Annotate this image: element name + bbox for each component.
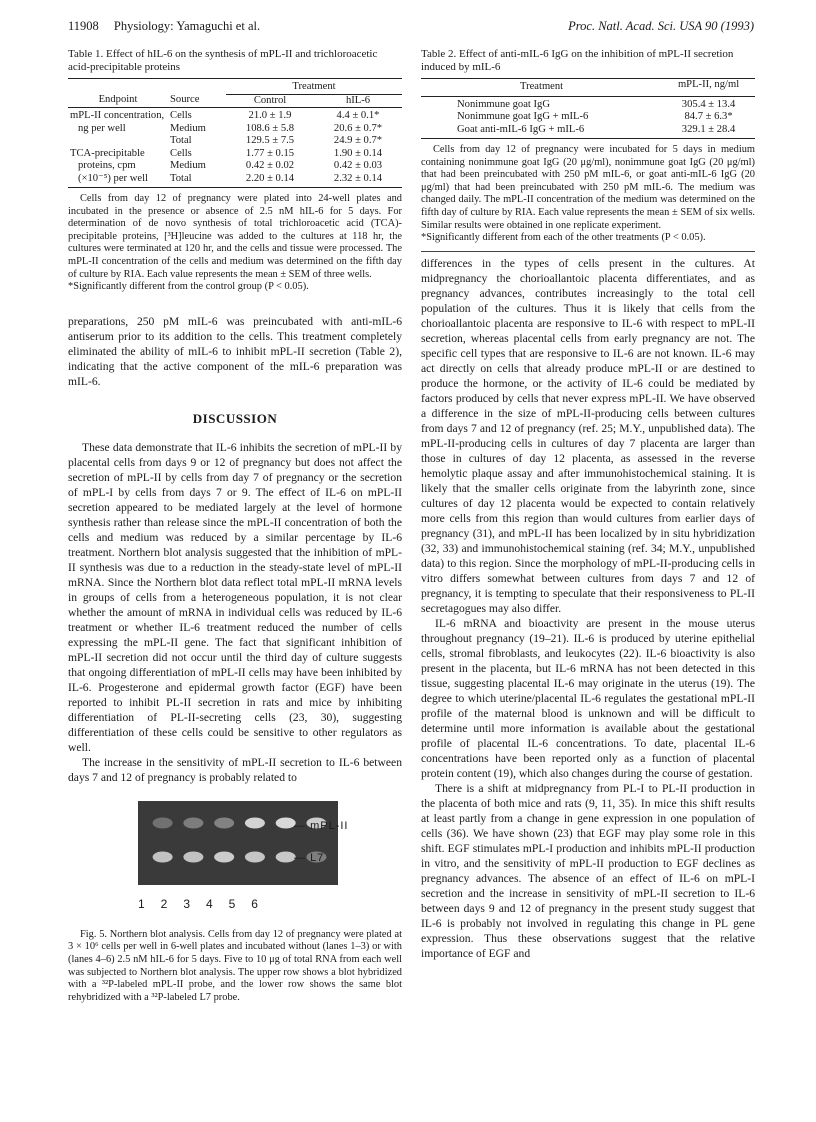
table2-col-value: mPL-II, ng/ml [677, 79, 740, 90]
blot-band-l7 [276, 851, 296, 862]
body-paragraph: These data demonstrate that IL-6 inhibits the secretion of mPL-II by placental cells from days 9 or 12 of pregnancy but does not affect the secretion of mPL-II by cells from day 7 of pregnancy or the secretion of mPL-I by cells from days 7 or 9. The effect of IL-6 on mPL-II secretion appeared to be mediated largely at the level of hormone synthesis rather than release since the mPL-II concentration of both the cells and medium was reduced by a similar percentage by IL-6 treatment. Northern blot analysis suggested that the inhibition of mPL-II synthesis was due to a reduction in the steady-state level of mPL-II mRNA. Since the Northern blot data reflect total mPL-II mRNA levels in groups of cells from a heterogeneous population, it is not clear whether the amount of mRNA in individual cells was reduced by IL-6 treatment or whether IL-6 treatment reduced the number of cells expressing the mPL-II gene. The fact that significant inhibition of mPL-II secretion did not occur until the third day of culture suggests that ongoing differentiation of mPL-II cells may have been inhibited by IL-6. Progesterone and epidermal growth factor (EGF) have been reported to inhibit PL-II secretion in rats and mice by inhibiting differentiation of PL-II-secreting cells (23, 30), suggesting differentiation of these cells could be sensitive to other regulators as well. [68, 440, 402, 754]
table-cell: 305.4 ± 13.4 [681, 98, 736, 110]
figure5-caption: Fig. 5. Northern blot analysis. Cells from day 12 of pregnancy were plated at 3 × 10⁶ cells per well in 6-well plates and incubated without (lanes 1–3) or with (lanes 4–6) 2.5 nM hIL-6 for 5 days. Five to 10 μg of total RNA from each well was subjected to Northern blot analysis. The upper row shows a blot hybridized with a ³²P-labeled mPL-II probe, and the lower row shows the same blot rehybridized with a ³²P-labeled L7 probe. [68, 928, 402, 1003]
table-row [68, 148, 402, 161]
table-row [421, 96, 755, 111]
table-cell: 20.6 ± 0.7* [333, 122, 383, 134]
table-cell: Goat anti-mIL-6 IgG + mIL-6 [457, 123, 585, 135]
table-cell: 129.5 ± 7.5 [245, 135, 295, 146]
table-cell: 0.42 ± 0.02 [245, 160, 295, 171]
body-paragraph: differences in the types of cells present in the cultures. At midpregnancy the chorioallantoic placenta differentiates, and as pregnancy advances, contributes increasingly to the total cell population of the cultures. Thus it is likely that cells from the chorioallantoic placenta are responsive to IL-6 with respect to mPL-II secretion, whereas placental cells from early pregnancy are not. The specific cell types that are responsive to IL-6 are not known. IL-6 may act directly on cells that already produce mPL-II or are destined to produce the hormone, or the activity of IL-6 could be mediated by factors produced by cells that never express mPL-II. We have observed a difference in the size of mPL-II-producing cells between cultures from days 7 and 12 of pregnancy (ref. 25; M.Y., unpublished data). The mPL-II-producing cells in cultures of day 7 placenta are larger than those in cultures of day 12 placenta, as assessed in the reverse hemolytic plaque assay and after immunohistochemical staining. It is likely that the smaller cells originate from the labyrinth zone, since cultures of day 12 placenta would be expected to contain relatively more cells from this region than would cultures from earlier days of pregnancy (31), and mPL-II has been localized by in situ hybridization (32, 33) and immunohistochemical staining (ref. 34; M.Y., unpublished data) to this region. Since the morphology of mPL-II-producing cells in vitro differs somewhat between cultures from days 7 and 12 of pregnancy, it is tempting to speculate that their responsiveness to PL-II secretagogues may also differ. [421, 256, 755, 615]
table1-col-hil6: hIL-6 [345, 94, 371, 106]
table-cell [68, 135, 168, 148]
table2 [421, 48, 755, 245]
lane-label: 2 [160, 896, 168, 911]
table1-note: Cells from day 12 of pregnancy were plated into 24-well plates and incubated in the presence or absence of 2.5 nM hIL-6 for 5 days. For determination of de novo synthesis of total trichloroacetic acid (TCA)-precipitable proteins, [³H]leucine was added to the cultures at 118 hr, the cultures were terminated at 120 hr, and the cells and tissue were processed. The mPL-II concentration of the cells and medium was determined on the fifth day of culture by RIA. Each value represents the mean ± SEM of three wells. [68, 193, 402, 280]
table-cell: (×10⁻⁵) per well [78, 172, 148, 184]
running-title: Physiology: Yamaguchi et al. [113, 19, 261, 33]
lane-numbers [138, 897, 258, 912]
blot-band-l7 [153, 851, 173, 862]
table2-grid [421, 78, 755, 139]
blot-band-mpl2 [153, 817, 173, 828]
table1 [68, 48, 402, 294]
band-label-mpl2: — mPL-II [294, 819, 349, 832]
table-cell: 2.20 ± 0.14 [245, 172, 295, 184]
page-number: 11908 [68, 19, 99, 33]
lane-label: 6 [251, 896, 258, 911]
running-header-left [68, 19, 260, 34]
left-column [68, 48, 402, 1004]
table-cell: 108.6 ± 5.8 [245, 122, 295, 134]
table-cell: Nonimmune goat IgG + mIL-6 [457, 111, 589, 122]
blot-band-mpl2 [245, 817, 265, 828]
table-cell: 329.1 ± 28.4 [681, 123, 736, 135]
table-cell: Total [170, 135, 192, 146]
table-cell: Total [170, 172, 192, 184]
table1-group-header: Treatment [226, 79, 402, 95]
lane-label: 5 [228, 896, 236, 911]
blot-band-l7 [245, 851, 265, 862]
body-paragraph: IL-6 mRNA and bioactivity are present in the mouse uterus throughout pregnancy (19–21). IL-6 is produced by uterine epithelial cells, stromal fibroblasts, and leukocytes (22). IL-6 bioactivity is also present in the placenta, but IL-6 mRNA has not been detected in this tissue, suggesting placental IL-6 may originate in the uterus (19). The degree to which uterine/placental IL-6 regulates the gestational mPL-II profile of the maternal blood is unknown and will be difficult to determine until more information is available about the gestational profile of placental IL-6 concentrations. To date, placental IL-6 concentrations have been reported only as a function of placental protein content (19), which also changes during the course of gestation. [421, 616, 755, 780]
table-cell: 4.4 ± 0.1* [336, 110, 380, 121]
table2-footnote: *Significantly different from each of the other treatments (P < 0.05). [421, 232, 706, 244]
table1-caption: Table 1. Effect of hIL-6 on the synthesis of mPL-II and trichloroacetic acid-precipitable proteins [68, 48, 378, 73]
section-heading-discussion: DISCUSSION [192, 410, 278, 426]
table-cell: 24.9 ± 0.7* [333, 135, 383, 146]
right-column [421, 48, 755, 961]
table-cell: Nonimmune goat IgG [457, 98, 550, 110]
table2-note: Cells from day 12 of pregnancy were incubated for 5 days in medium containing nonimmune goat IgG (20 μg/ml), nonimmune goat IgG (20 μg/ml) that had been preincubated with 250 pM mIL-6, or goat anti-mIL-6 IgG (20 μg/ml) that had been preincubated with 250 pM mIL-6. The medium was changed daily. The mPL-II concentration of the medium was determined on the fifth day of culture by RIA. Each value represents the mean ± SEM of six wells. Similar results were obtained in one replicate experiment. [421, 144, 755, 231]
table-cell: TCA-precipitable [70, 147, 145, 159]
table-cell: 2.32 ± 0.14 [333, 172, 383, 184]
table-row [68, 135, 402, 148]
table2-col-treatment: Treatment [519, 81, 564, 92]
table-cell: 1.77 ± 0.15 [245, 147, 295, 159]
lane-label: 3 [183, 896, 190, 911]
table-row [421, 111, 755, 124]
table-cell: 84.7 ± 6.3* [684, 111, 733, 122]
table-cell: 1.90 ± 0.14 [333, 147, 383, 159]
table1-col-source: Source [170, 94, 200, 105]
figure5 [68, 801, 402, 923]
body-paragraph: preparations, 250 pM mIL-6 was preincubated with anti-mIL-6 antiserum prior to its addition to the cells. This treatment completely eliminated the ability of mIL-6 to inhibit mPL-II secretion (Table 2), indicating that the active component of the mIL-6 preparation was mIL-6. [68, 314, 402, 388]
lane-label: 1 [138, 896, 145, 911]
table1-col-control: Control [253, 94, 287, 106]
table-cell: Medium [170, 122, 206, 134]
table-cell: Cells [170, 110, 192, 121]
blot-band-mpl2 [276, 817, 296, 828]
table-row [421, 124, 755, 139]
table-cell: 0.42 ± 0.03 [333, 160, 383, 171]
table-cell: 21.0 ± 1.9 [248, 110, 292, 121]
northern-blot-image [138, 801, 338, 885]
blot-band-l7 [183, 851, 203, 862]
table1-grid [68, 78, 402, 188]
table-cell: proteins, cpm [78, 160, 136, 171]
table-cell: mPL-II concentration, [70, 110, 165, 121]
table-cell: Medium [170, 160, 206, 171]
journal-citation: Proc. Natl. Acad. Sci. USA 90 (1993) [568, 19, 754, 33]
blot-background [138, 801, 338, 885]
table-row [68, 108, 402, 123]
table-row [68, 123, 402, 136]
blot-band-mpl2 [183, 817, 203, 828]
body-paragraph: There is a shift at midpregnancy from PL-I to PL-II production in the placenta of both mice and rats (9, 11, 35). In mice this shift results at least partly from a change in gene expression in one population of cells (36). We have shown (23) that EGF may play some role in this shift. EGF stimulates mPL-I production and inhibits mPL-II production in vitro, and the sensitivity of mPL-II production to EGF declines as pregnancy advances. The absence of an effect of IL-6 on mPL-I secretion and the increase in sensitivity of mPL-II secretion to IL-6 between days 9 and 12 of pregnancy in the present study suggest that IL-6 is probably not involved in regulating this change in PL gene expression. Thus these observations suggest that the relative importance of EGF and [421, 781, 755, 960]
table2-caption: Table 2. Effect of anti-mIL-6 IgG on the inhibition of mPL-II secretion induced by mIL-6 [421, 48, 734, 73]
band-label-l7: — L7 [294, 851, 325, 864]
blot-band-mpl2 [214, 817, 234, 828]
table1-footnote: *Significantly different from the control group (P < 0.05). [68, 281, 309, 293]
table-cell: ng per well [78, 122, 126, 134]
blot-band-l7 [214, 851, 234, 862]
body-paragraph: The increase in the sensitivity of mPL-II secretion to IL-6 between days 7 and 12 of pregnancy is probably related to [68, 755, 402, 784]
table-row [68, 160, 402, 173]
table-cell: Cells [170, 147, 192, 159]
lane-label: 4 [205, 896, 213, 911]
table-row [68, 173, 402, 188]
table1-col-endpoint: Endpoint [98, 94, 138, 105]
